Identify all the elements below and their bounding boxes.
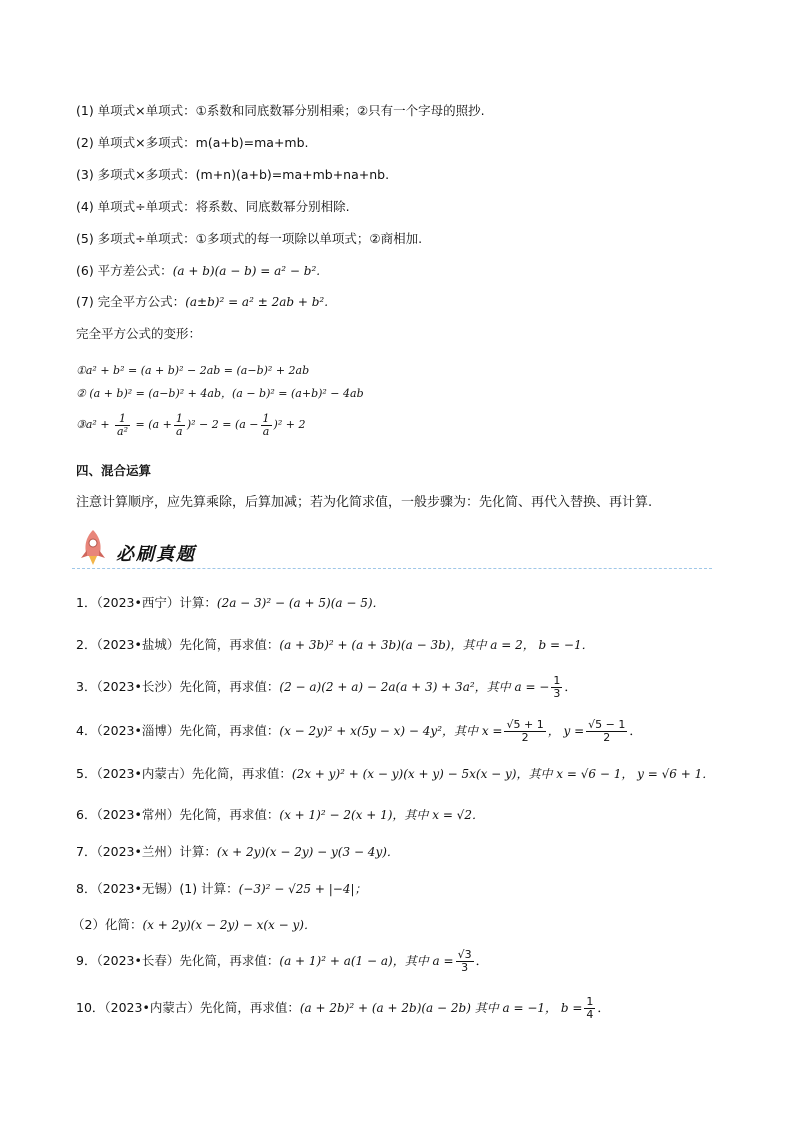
problem-6-expr: (x + 1)² − 2(x + 1)，其中 x = √2．: [279, 808, 484, 822]
summary-rule-1: (1) 单项式×单项式：①系数和同底数幂分别相乘；②只有一个字母的照抄.: [76, 103, 485, 118]
problem-6-lead: 6．（2023•常州）先化简，再求值：: [76, 807, 280, 822]
problem-5-lead: 5．（2023•内蒙古）先化简，再求值：: [76, 766, 292, 781]
difference-of-squares-formula: (a + b)(a − b) = a² − b².: [172, 264, 321, 278]
problem-10-end: ．: [597, 1000, 610, 1015]
problem-7-lead: 7．（2023•兰州）计算：: [76, 844, 217, 859]
variant-3-eq: =: [135, 418, 145, 431]
variant-3-paren-open-2: (a −: [234, 418, 259, 431]
problem-1: [76, 594, 385, 612]
banner-title: 必刷真题: [116, 544, 196, 565]
fraction-1-over-3: $\frac{1}{3}$: [553, 674, 561, 700]
problem-6: [76, 806, 484, 824]
problem-1-lead: 1．（2023•西宁）计算：: [76, 595, 217, 610]
rule-7-label: (7) 完全平方公式：: [76, 294, 186, 309]
problem-7: [76, 843, 399, 861]
variant-3-paren-close-2: )²: [273, 418, 283, 431]
perfect-square-formula: (a±b)² = a² ± 2ab + b².: [185, 295, 329, 309]
problem-4-lead: 4．（2023•淄博）先化简，再求值：: [76, 723, 280, 738]
problem-2-lead: 2．（2023•盐城）先化简，再求值：: [76, 637, 280, 652]
problem-9: [76, 946, 488, 976]
problem-1-expr: (2a − 3)² − (a + 5)(a − 5)．: [216, 596, 385, 610]
variants-title: 完全平方公式的变形：: [76, 326, 202, 341]
problem-10-lead: 10．（2023•内蒙古）先化简，再求值：: [76, 1000, 300, 1015]
variant-3-paren-close: )²: [186, 418, 196, 431]
problem-8: [76, 880, 367, 898]
problem-3-expr: (2 − a)(2 + a) − 2a(a + 3) + 3a²，其中 a = −: [279, 680, 550, 694]
problem-10-expr: (a + 2b)² + (a + 2b)(a − 2b) 其中 a = −1， b =: [299, 1001, 583, 1015]
variant-3-paren-open: (a +: [148, 418, 172, 431]
problem-9-lead: 9．（2023•长春）先化简，再求值：: [76, 953, 280, 968]
problem-8-part-2-expr: (x + 2y)(x − 2y) − x(x − y)．: [142, 918, 316, 932]
variant-3-lead: ③a² +: [76, 418, 110, 431]
variant-3-minus-two: − 2 =: [199, 418, 232, 431]
problem-4: [76, 716, 642, 746]
problem-3: [76, 674, 577, 700]
problem-3-lead: 3．（2023•长沙）先化简，再求值：: [76, 679, 280, 694]
problem-4-expr: (x − 2y)² + x(5y − x) − 4y²，其中 x =: [279, 724, 503, 738]
variant-1: ①a² + b² = (a + b)² − 2ab = (a−b)² + 2ab: [76, 364, 310, 377]
summary-rule-7: [76, 293, 328, 311]
fraction-sqrt3-over-3: $\frac{√3}{3}$: [457, 948, 472, 974]
must-do-banner: [72, 528, 712, 574]
problem-2: [76, 636, 594, 654]
summary-rule-2: (2) 单项式×多项式：m(a+b)=ma+mb.: [76, 135, 309, 150]
problem-5-expr: (2x + y)² + (x − y)(x + y) − 5x(x − y)，其中 x = √6 − 1， y = √6 + 1．: [291, 767, 715, 781]
rule-6-label: (6) 平方差公式：: [76, 263, 173, 278]
problem-7-expr: (x + 2y)(x − 2y) − y(3 − 4y)．: [216, 845, 399, 859]
fraction-1-over-4: $\frac{1}{4}$: [586, 995, 594, 1021]
problem-8-part-2: [72, 916, 316, 934]
rocket-icon: [76, 528, 110, 568]
section-4-title: 四、混合运算: [76, 463, 152, 478]
fraction-1-over-a-sq: $\frac{1}{\text{a²}}$: [117, 411, 129, 438]
problem-8-part-2-lead: （2）化简：: [72, 917, 143, 932]
problem-9-end: ．: [475, 953, 489, 968]
fraction-sqrt5-plus-1-over-2: $\frac{√5 + 1}{2}$: [506, 718, 544, 744]
fraction-1-over-a: $\frac{1}{a}$: [175, 411, 183, 438]
problem-8-lead: 8．（2023•无锡）(1) 计算：: [76, 881, 239, 896]
section-4-text: 注意计算顺序，应先算乘除，后算加减；若为化简求值，一般步骤为：先化简、再代入替换、再计算.: [76, 495, 653, 510]
variant-3-end: + 2: [285, 418, 306, 431]
problem-4-y: ， y =: [547, 724, 585, 738]
fraction-sqrt5-minus-1-over-2: $\frac{√5 - 1}{2}$: [588, 718, 626, 744]
problem-4-end: ．: [629, 723, 642, 738]
problem-3-end: ．: [564, 679, 577, 694]
problem-5: [76, 765, 714, 783]
problem-9-expr: (a + 1)² + a(1 − a)，其中 a =: [279, 954, 454, 968]
summary-rule-6: [76, 262, 320, 280]
problem-10: [76, 994, 610, 1022]
summary-rule-5: (5) 多项式÷单项式：①多项式的每一项除以单项式；②商相加.: [76, 231, 423, 246]
banner-dashed-line: [72, 568, 712, 569]
fraction-1-over-a-2: $\frac{1}{a}$: [262, 411, 270, 438]
problem-8-expr: (−3)² − √25 + |−4|；: [238, 882, 367, 896]
summary-rule-3: (3) 多项式×多项式：(m+n)(a+b)=ma+mb+na+nb.: [76, 167, 390, 182]
variant-2: ② (a + b)² = (a−b)² + 4ab，(a − b)² = (a+b)² − 4ab: [76, 387, 364, 400]
summary-rule-4: (4) 单项式÷单项式：将系数、同底数幂分别相除.: [76, 199, 350, 214]
variant-3: [76, 412, 305, 438]
problem-2-expr: (a + 3b)² + (a + 3b)(a − 3b)，其中 a = 2， b = −1．: [279, 638, 594, 652]
